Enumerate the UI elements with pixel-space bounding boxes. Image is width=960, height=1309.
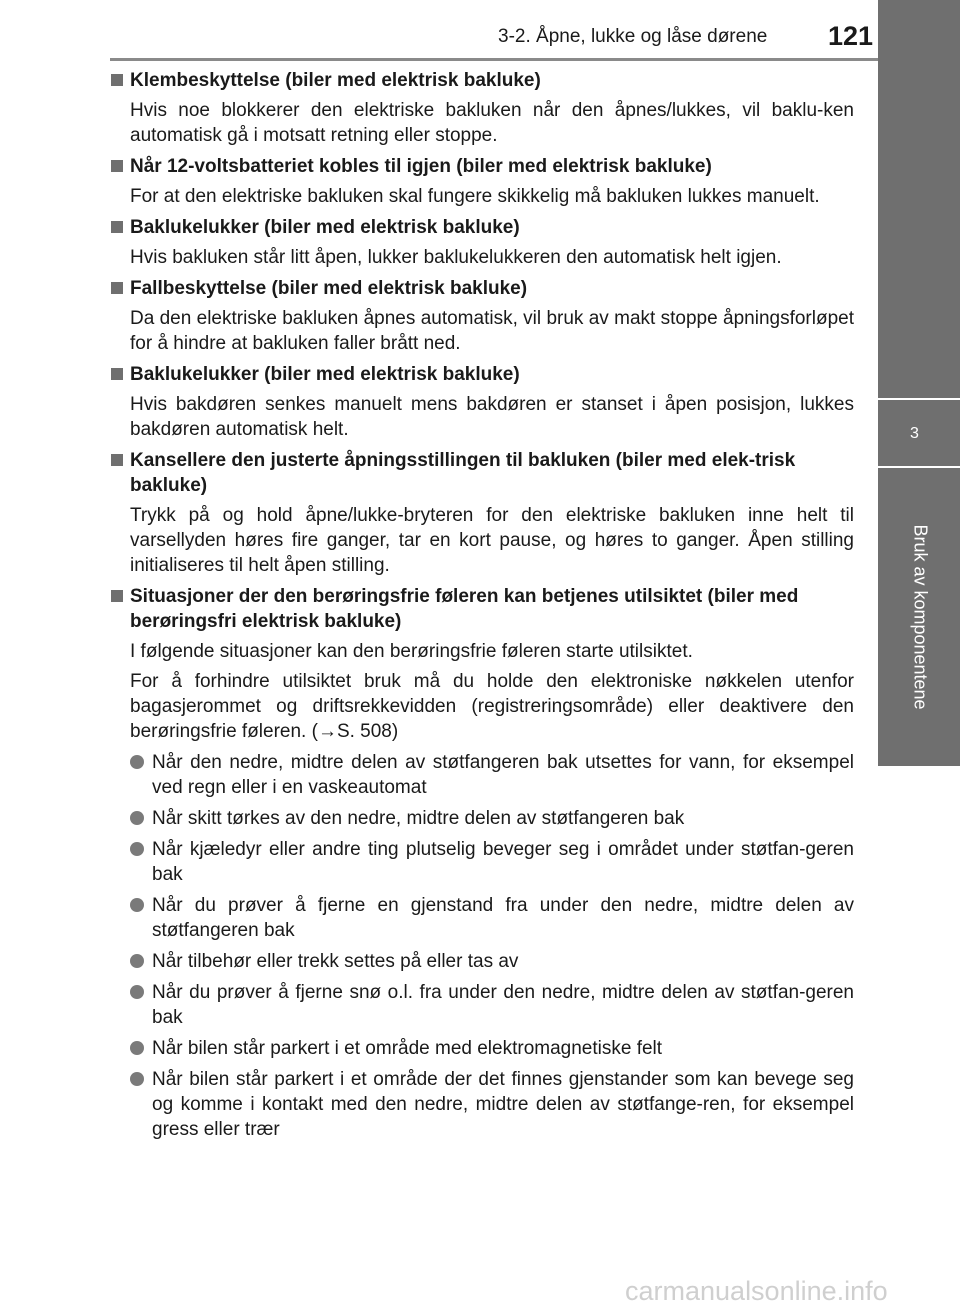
section-heading-text: Baklukelukker (biler med elektrisk bakluke)	[130, 364, 520, 385]
list-item	[130, 1067, 854, 1142]
section-paragraph: Trykk på og hold åpne/lukke-bryteren for den elektriske bakluken inne helt til varsellyden høres fire ganger, tar en kort pause, og høres to ganger. Åpen stilling initialiseres til helt åpen stilling.	[130, 505, 854, 576]
section-heading	[110, 68, 854, 93]
page-content	[110, 68, 854, 1148]
round-bullet-icon	[130, 1072, 144, 1086]
square-bullet-icon	[111, 368, 123, 380]
page-header	[0, 0, 960, 60]
section-heading	[110, 448, 854, 498]
list-item-text: Når bilen står parkert i et område der det finnes gjenstander som kan bevege seg og komme i kontakt med den nedre, midtre delen av støtfange-ren, for eksempel gress eller trær	[152, 1069, 854, 1140]
round-bullet-icon	[130, 985, 144, 999]
section-heading-text: Fallbeskyttelse (biler med elektrisk bakluke)	[130, 278, 528, 299]
list-item-text: Når du prøver å fjerne en gjenstand fra under den nedre, midtre delen av støtfangeren bak	[152, 895, 854, 941]
section	[110, 362, 854, 442]
section-paragraph: Hvis bakluken står litt åpen, lukker baklukelukkeren den automatisk helt igjen.	[130, 247, 782, 268]
list-item-text: Når kjæledyr eller andre ting plutselig beveger seg i området under støtfan-geren bak	[152, 839, 854, 885]
square-bullet-icon	[111, 590, 123, 602]
square-bullet-icon	[111, 454, 123, 466]
section	[110, 276, 854, 356]
section-heading-text: Når 12-voltsbatteriet kobles til igjen (biler med elektrisk bakluke)	[130, 156, 712, 177]
section-heading-text: Baklukelukker (biler med elektrisk bakluke)	[130, 217, 520, 238]
section-heading	[110, 362, 854, 387]
list-item-text: Når du prøver å fjerne snø o.l. fra under den nedre, midtre delen av støtfan-geren bak	[152, 982, 854, 1028]
section-paragraph: Da den elektriske bakluken åpnes automatisk, vil bruk av makt stoppe åpningsforløpet for å hindre at bakluken faller brått ned.	[130, 308, 854, 354]
round-bullet-icon	[130, 954, 144, 968]
section-paragraph: For å forhindre utilsiktet bruk må du holde den elektroniske nøkkelen utenfor bagasjerommet og driftsrekkevidden (registreringsområde) eller deaktivere den berøringsfrie føleren. (→S. 508)	[130, 671, 854, 742]
page-number: 121	[828, 21, 874, 51]
section-paragraph: Hvis bakdøren senkes manuelt mens bakdøren er stanset i åpen posisjon, lukkes bakdøren automatisk helt.	[130, 394, 854, 440]
section-title: 3-2. Åpne, lukke og låse dørene	[498, 26, 768, 47]
list-item	[130, 949, 854, 974]
section-paragraph: Hvis noe blokkerer den elektriske bakluken når den åpnes/lukkes, vil baklu-ken automatisk gå i motsatt retning eller stoppe.	[130, 100, 854, 146]
list-item-text: Når skitt tørkes av den nedre, midtre delen av støtfangeren bak	[152, 808, 685, 829]
square-bullet-icon	[111, 221, 123, 233]
list-item	[130, 1036, 854, 1061]
list-item-text: Når tilbehør eller trekk settes på eller tas av	[152, 951, 519, 972]
list-item-text: Når den nedre, midtre delen av støtfangeren bak utsettes for vann, for eksempel ved regn eller i en vaskeautomat	[152, 752, 854, 798]
list-item	[130, 750, 854, 800]
section-heading-text: Kansellere den justerte åpningsstillingen til bakluken (biler med elek-trisk bakluke)	[130, 450, 796, 496]
side-tab-number-block	[878, 400, 960, 466]
list-item	[130, 980, 854, 1030]
watermark[interactable]: carmanualsonline.info	[625, 1276, 888, 1306]
section-heading	[110, 276, 854, 301]
header-rule	[110, 58, 885, 61]
section	[110, 584, 854, 1142]
square-bullet-icon	[111, 282, 123, 294]
round-bullet-icon	[130, 842, 144, 856]
list-item	[130, 837, 854, 887]
section	[110, 448, 854, 578]
square-bullet-icon	[111, 160, 123, 172]
chapter-side-tab	[878, 0, 960, 1309]
chapter-title: Bruk av komponentene	[910, 524, 931, 710]
section-heading	[110, 154, 854, 179]
round-bullet-icon	[130, 1041, 144, 1055]
square-bullet-icon	[111, 74, 123, 86]
list-item	[130, 893, 854, 943]
list-item-text: Når bilen står parkert i et område med elektromagnetiske felt	[152, 1038, 663, 1059]
section-heading	[110, 584, 854, 634]
round-bullet-icon	[130, 811, 144, 825]
side-tab-top-block	[878, 0, 960, 398]
chapter-number: 3	[910, 425, 919, 442]
round-bullet-icon	[130, 755, 144, 769]
round-bullet-icon	[130, 898, 144, 912]
section	[110, 154, 854, 209]
section	[110, 68, 854, 148]
section-paragraph: I følgende situasjoner kan den berøringsfrie føleren starte utilsiktet.	[130, 641, 693, 662]
section-paragraph: For at den elektriske bakluken skal fungere skikkelig må bakluken lukkes manuelt.	[130, 186, 820, 207]
list-item	[130, 806, 854, 831]
section-heading	[110, 215, 854, 240]
bullet-list	[110, 750, 854, 1142]
section-heading-text: Situasjoner der den berøringsfrie føleren kan betjenes utilsiktet (biler med berøringsfri elektrisk bakluke)	[130, 586, 799, 632]
section-heading-text: Klembeskyttelse (biler med elektrisk bakluke)	[130, 70, 541, 91]
section	[110, 215, 854, 270]
